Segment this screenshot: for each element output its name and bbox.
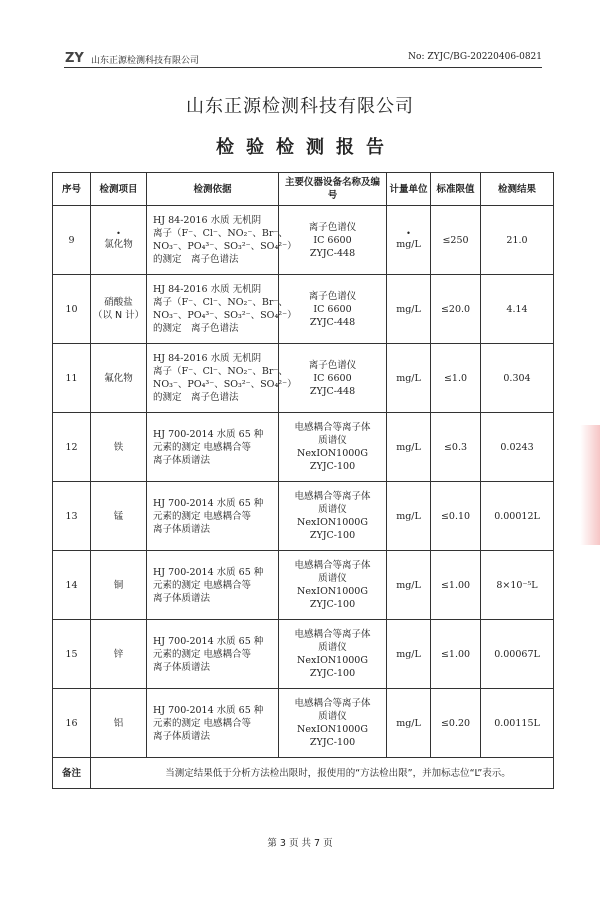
unit-cell (387, 482, 431, 551)
basis-line: 元素的测定 电感耦合等 (153, 648, 252, 660)
unit-cell (387, 206, 431, 275)
instrument-cell (279, 206, 387, 275)
instrument-line: 质谱仪 (318, 711, 347, 722)
unit-value: mg/L (396, 648, 421, 660)
instrument-line: NexION1000G (297, 724, 368, 735)
result-cell: 8×10⁻⁵L (481, 551, 554, 620)
instrument-line: IC 6600 (313, 234, 352, 246)
instrument-line: 电感耦合等离子体 (294, 422, 371, 433)
limit-cell: ≤0.10 (431, 482, 481, 551)
item-line: 硝酸盐 (104, 297, 133, 308)
header-seq: 序号 (53, 173, 91, 206)
seq-cell: 15 (53, 620, 91, 689)
basis-line: HJ 84-2016 水质 无机阴 (153, 215, 262, 226)
item-cell (91, 482, 147, 551)
unit-value: mg/L (396, 441, 421, 453)
instrument-line: ZYJC-100 (309, 599, 356, 610)
table-row (53, 344, 554, 413)
basis-line: 离子（F⁻、Cl⁻、NO₂⁻、Br⁻、 (153, 228, 288, 239)
instrument-line: 离子色谱仪 (308, 221, 357, 233)
item-cell (91, 206, 147, 275)
table-row (53, 206, 554, 275)
svg-text:ZY: ZY (65, 51, 84, 66)
header-result: 检测结果 (481, 173, 554, 206)
basis-cell (147, 551, 279, 620)
limit-cell: ≤0.3 (431, 413, 481, 482)
instrument-line: 质谱仪 (318, 642, 347, 653)
limit-cell: ≤0.20 (431, 689, 481, 758)
instrument-line: 离子色谱仪 (308, 359, 357, 371)
remark-text: 当测定结果低于分析方法检出限时，报使用的“方法检出限”，并加标志位“L”表示。 (91, 758, 554, 789)
instrument-cell (279, 551, 387, 620)
basis-line: 元素的测定 电感耦合等 (153, 441, 252, 453)
basis-line: 离子体质谱法 (153, 592, 211, 604)
result-cell: 0.00067L (481, 620, 554, 689)
result-cell: 0.00115L (481, 689, 554, 758)
unit-value: mg/L (396, 510, 421, 522)
item-line: 氟化物 (104, 372, 133, 384)
seq-cell: 13 (53, 482, 91, 551)
unit-value: mg/L (396, 372, 421, 384)
header-limit: 标准限值 (431, 173, 481, 206)
page-number: 第 3 页 共 7 页 (267, 838, 333, 849)
instrument-line: NexION1000G (297, 448, 368, 459)
item-cell (91, 344, 147, 413)
table-row (53, 275, 554, 344)
instrument-line: 电感耦合等离子体 (294, 698, 371, 709)
instrument-line: 电感耦合等离子体 (294, 560, 371, 571)
instrument-line: ZYJC-100 (309, 461, 356, 472)
basis-line: NO₃⁻、PO₄³⁻、SO₃²⁻、SO₄²⁻） (153, 379, 297, 390)
unit-cell (387, 344, 431, 413)
unit-cell (387, 275, 431, 344)
item-cell (91, 275, 147, 344)
header-company-name: 山东正源检测科技有限公司 (91, 56, 200, 66)
basis-line: 离子（F⁻、Cl⁻、NO₂⁻、Br⁻、 (153, 366, 288, 377)
item-line: 锌 (113, 648, 124, 660)
header-item: 检测项目 (91, 173, 147, 206)
item-cell (91, 620, 147, 689)
instrument-line: ZYJC-448 (309, 247, 356, 259)
header-basis: 检测依据 (147, 173, 279, 206)
remark-label: 备注 (53, 758, 91, 789)
remark-row (53, 758, 554, 789)
seq-cell: 14 (53, 551, 91, 620)
basis-line: 元素的测定 电感耦合等 (153, 579, 252, 591)
item-cell (91, 413, 147, 482)
instrument-cell (279, 413, 387, 482)
instrument-cell (279, 689, 387, 758)
unit-cell (387, 689, 431, 758)
seq-cell: 12 (53, 413, 91, 482)
page-header (64, 47, 542, 68)
basis-line: HJ 700-2014 水质 65 种 (153, 497, 264, 509)
mark-icon: • (406, 228, 411, 238)
basis-line: 离子体质谱法 (153, 730, 211, 742)
basis-line: HJ 700-2014 水质 65 种 (153, 566, 264, 578)
basis-cell (147, 689, 279, 758)
instrument-line: 质谱仪 (318, 573, 347, 584)
basis-line: 的测定 离子色谱法 (153, 254, 239, 265)
basis-cell (147, 206, 297, 275)
instrument-line: NexION1000G (297, 655, 368, 666)
seal-stamp-edge (580, 425, 600, 545)
unit-value: mg/L (396, 579, 421, 591)
instrument-line: 质谱仪 (318, 504, 347, 515)
limit-cell: ≤20.0 (431, 275, 481, 344)
instrument-line: 质谱仪 (318, 435, 347, 446)
table-row (53, 689, 554, 758)
basis-cell (147, 413, 279, 482)
limit-cell: ≤1.00 (431, 620, 481, 689)
instrument-line: 电感耦合等离子体 (294, 491, 371, 502)
basis-line: 的测定 离子色谱法 (153, 392, 239, 403)
seq-cell: 16 (53, 689, 91, 758)
instrument-cell (279, 620, 387, 689)
seq-cell: 9 (53, 206, 91, 275)
instrument-cell (279, 344, 387, 413)
instrument-line: ZYJC-100 (309, 668, 356, 679)
instrument-line: ZYJC-448 (309, 316, 356, 328)
basis-cell (147, 344, 297, 413)
instrument-line: 电感耦合等离子体 (294, 629, 371, 640)
basis-line: NO₃⁻、PO₄³⁻、SO₃²⁻、SO₄²⁻） (153, 310, 297, 321)
instrument-cell (279, 275, 387, 344)
item-line: 铜 (113, 579, 124, 591)
item-cell (91, 551, 147, 620)
instrument-line: ZYJC-100 (309, 530, 356, 541)
table-header-row (53, 173, 554, 206)
seq-cell: 10 (53, 275, 91, 344)
basis-line: 离子（F⁻、Cl⁻、NO₂⁻、Br⁻、 (153, 297, 288, 308)
report-title: 检验检测报告 (216, 137, 396, 158)
instrument-line: ZYJC-100 (309, 737, 356, 748)
report-number: No: ZYJC/BG-20220406-0821 (408, 52, 542, 62)
unit-value: mg/L (396, 717, 421, 729)
result-cell: 4.14 (481, 275, 554, 344)
basis-line: 离子体质谱法 (153, 454, 211, 466)
basis-line: HJ 700-2014 水质 65 种 (153, 428, 264, 440)
header-instrument: 主要仪器设备名称及编号 (279, 173, 387, 206)
instrument-line: IC 6600 (313, 372, 352, 384)
item-line: 铝 (113, 717, 124, 729)
basis-cell (147, 482, 279, 551)
test-results-table (52, 172, 554, 789)
table-row (53, 482, 554, 551)
unit-value: mg/L (396, 238, 421, 250)
basis-line: NO₃⁻、PO₄³⁻、SO₃²⁻、SO₄²⁻） (153, 241, 297, 252)
table-row (53, 551, 554, 620)
limit-cell: ≤1.00 (431, 551, 481, 620)
basis-line: 离子体质谱法 (153, 661, 211, 673)
basis-line: HJ 700-2014 水质 65 种 (153, 704, 264, 716)
instrument-cell (279, 482, 387, 551)
item-cell (91, 689, 147, 758)
unit-cell (387, 551, 431, 620)
result-cell: 0.00012L (481, 482, 554, 551)
mark-icon: • (116, 228, 121, 238)
limit-cell: ≤1.0 (431, 344, 481, 413)
instrument-line: ZYJC-448 (309, 385, 356, 397)
basis-line: 的测定 离子色谱法 (153, 323, 239, 334)
seq-cell: 11 (53, 344, 91, 413)
basis-line: HJ 84-2016 水质 无机阴 (153, 353, 262, 364)
table-row (53, 620, 554, 689)
result-cell: 21.0 (481, 206, 554, 275)
basis-line: 离子体质谱法 (153, 523, 211, 535)
limit-cell: ≤250 (431, 206, 481, 275)
unit-cell (387, 413, 431, 482)
instrument-line: 离子色谱仪 (308, 290, 357, 302)
basis-line: 元素的测定 电感耦合等 (153, 510, 252, 522)
item-line: 锰 (113, 510, 124, 522)
company-title: 山东正源检测科技有限公司 (186, 96, 414, 117)
basis-cell (147, 275, 297, 344)
result-cell: 0.0243 (481, 413, 554, 482)
result-cell: 0.304 (481, 344, 554, 413)
table-row (53, 413, 554, 482)
basis-cell (147, 620, 279, 689)
header-unit: 计量单位 (387, 173, 431, 206)
unit-cell (387, 620, 431, 689)
basis-line: HJ 700-2014 水质 65 种 (153, 635, 264, 647)
item-line: （以 N 计） (93, 310, 145, 321)
company-logo-icon (64, 48, 90, 66)
item-line: 铁 (113, 441, 124, 453)
instrument-line: NexION1000G (297, 517, 368, 528)
basis-line: HJ 84-2016 水质 无机阴 (153, 284, 262, 295)
item-line: 氯化物 (104, 238, 133, 250)
instrument-line: IC 6600 (313, 303, 352, 315)
unit-value: mg/L (396, 303, 421, 315)
basis-line: 元素的测定 电感耦合等 (153, 717, 252, 729)
instrument-line: NexION1000G (297, 586, 368, 597)
